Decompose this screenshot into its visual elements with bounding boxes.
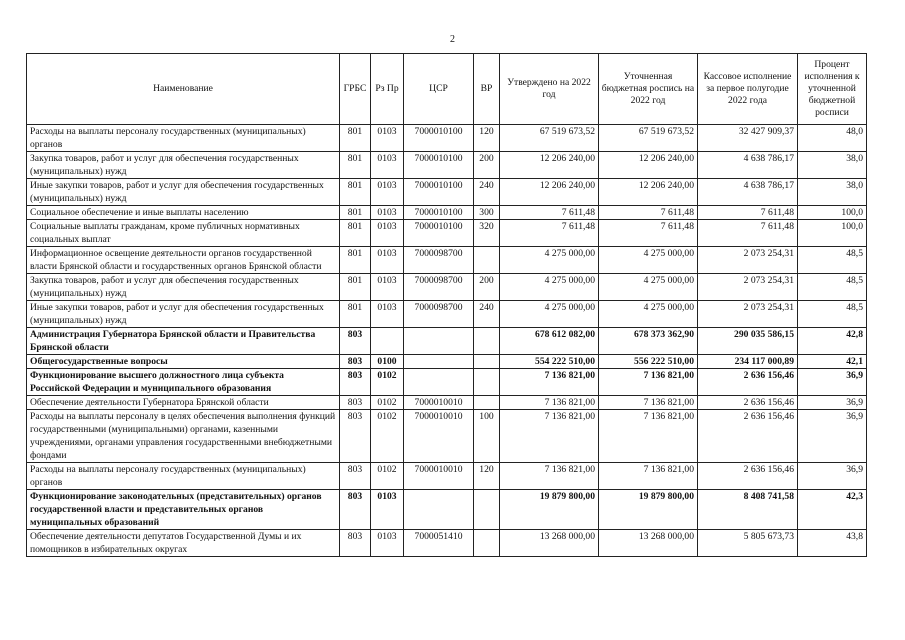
cell-csr bbox=[404, 328, 474, 355]
cell-executed: 5 805 673,73 bbox=[698, 530, 798, 557]
cell-vr bbox=[474, 355, 500, 369]
cell-rzpr: 0103 bbox=[371, 301, 404, 328]
cell-grbs: 801 bbox=[340, 247, 371, 274]
cell-rzpr: 0100 bbox=[371, 355, 404, 369]
cell-updated: 7 136 821,00 bbox=[599, 410, 698, 463]
cell-name: Расходы на выплаты персоналу государственных (муниципальных) органов bbox=[27, 125, 340, 152]
cell-name: Иные закупки товаров, работ и услуг для обеспечения государственных (муниципальных) нужд bbox=[27, 179, 340, 206]
cell-executed: 7 611,48 bbox=[698, 206, 798, 220]
cell-updated: 4 275 000,00 bbox=[599, 274, 698, 301]
table-row bbox=[27, 301, 867, 328]
cell-updated: 556 222 510,00 bbox=[599, 355, 698, 369]
cell-approved: 12 206 240,00 bbox=[500, 152, 599, 179]
cell-grbs: 803 bbox=[340, 490, 371, 530]
cell-percent: 38,0 bbox=[798, 179, 867, 206]
cell-vr: 300 bbox=[474, 206, 500, 220]
cell-csr bbox=[404, 490, 474, 530]
header-csr: ЦСР bbox=[404, 54, 474, 125]
header-grbs: ГРБС bbox=[340, 54, 371, 125]
table-row bbox=[27, 206, 867, 220]
cell-name: Обеспечение деятельности депутатов Государственной Думы и их помощников в избирательных округах bbox=[27, 530, 340, 557]
table-row bbox=[27, 328, 867, 355]
cell-name: Иные закупки товаров, работ и услуг для обеспечения государственных (муниципальных) нужд bbox=[27, 301, 340, 328]
cell-vr: 120 bbox=[474, 463, 500, 490]
cell-percent: 48,5 bbox=[798, 301, 867, 328]
cell-approved: 554 222 510,00 bbox=[500, 355, 599, 369]
cell-vr: 200 bbox=[474, 152, 500, 179]
cell-csr: 7000051410 bbox=[404, 530, 474, 557]
cell-grbs: 801 bbox=[340, 125, 371, 152]
cell-approved: 4 275 000,00 bbox=[500, 301, 599, 328]
cell-updated: 13 268 000,00 bbox=[599, 530, 698, 557]
cell-percent: 43,8 bbox=[798, 530, 867, 557]
cell-rzpr: 0103 bbox=[371, 530, 404, 557]
cell-vr: 100 bbox=[474, 410, 500, 463]
cell-csr bbox=[404, 355, 474, 369]
cell-executed: 4 638 786,17 bbox=[698, 179, 798, 206]
cell-rzpr: 0103 bbox=[371, 206, 404, 220]
cell-percent: 48,5 bbox=[798, 274, 867, 301]
cell-grbs: 801 bbox=[340, 301, 371, 328]
cell-percent: 42,8 bbox=[798, 328, 867, 355]
cell-percent: 48,5 bbox=[798, 247, 867, 274]
cell-csr: 7000010100 bbox=[404, 125, 474, 152]
cell-updated: 7 611,48 bbox=[599, 206, 698, 220]
cell-rzpr: 0103 bbox=[371, 490, 404, 530]
cell-approved: 7 136 821,00 bbox=[500, 369, 599, 396]
cell-updated: 678 373 362,90 bbox=[599, 328, 698, 355]
cell-csr: 7000010010 bbox=[404, 463, 474, 490]
cell-rzpr: 0103 bbox=[371, 220, 404, 247]
cell-name: Закупка товаров, работ и услуг для обеспечения государственных (муниципальных) нужд bbox=[27, 152, 340, 179]
cell-approved: 4 275 000,00 bbox=[500, 247, 599, 274]
table-row bbox=[27, 463, 867, 490]
table-row bbox=[27, 274, 867, 301]
cell-csr: 7000010010 bbox=[404, 410, 474, 463]
table-row bbox=[27, 125, 867, 152]
cell-executed: 2 073 254,31 bbox=[698, 301, 798, 328]
cell-approved: 13 268 000,00 bbox=[500, 530, 599, 557]
cell-executed: 2 636 156,46 bbox=[698, 369, 798, 396]
header-approved: Утверждено на 2022 год bbox=[500, 54, 599, 125]
table-row bbox=[27, 220, 867, 247]
cell-rzpr: 0102 bbox=[371, 463, 404, 490]
cell-name: Общегосударственные вопросы bbox=[27, 355, 340, 369]
cell-percent: 42,3 bbox=[798, 490, 867, 530]
cell-name: Функционирование высшего должностного лица субъекта Российской Федерации и муниципального образования bbox=[27, 369, 340, 396]
cell-grbs: 803 bbox=[340, 369, 371, 396]
cell-updated: 19 879 800,00 bbox=[599, 490, 698, 530]
cell-rzpr: 0102 bbox=[371, 396, 404, 410]
cell-vr bbox=[474, 530, 500, 557]
table-body bbox=[27, 125, 867, 557]
cell-name: Закупка товаров, работ и услуг для обеспечения государственных (муниципальных) нужд bbox=[27, 274, 340, 301]
cell-vr: 240 bbox=[474, 179, 500, 206]
table-row bbox=[27, 152, 867, 179]
cell-percent: 100,0 bbox=[798, 206, 867, 220]
cell-percent: 36,9 bbox=[798, 463, 867, 490]
cell-approved: 7 611,48 bbox=[500, 220, 599, 247]
cell-executed: 32 427 909,37 bbox=[698, 125, 798, 152]
cell-csr: 7000098700 bbox=[404, 301, 474, 328]
cell-grbs: 803 bbox=[340, 328, 371, 355]
cell-name: Администрация Губернатора Брянской области и Правительства Брянской области bbox=[27, 328, 340, 355]
table-header-row bbox=[27, 54, 867, 125]
cell-csr: 7000010100 bbox=[404, 179, 474, 206]
cell-executed: 2 636 156,46 bbox=[698, 396, 798, 410]
cell-csr: 7000010010 bbox=[404, 396, 474, 410]
cell-rzpr: 0103 bbox=[371, 152, 404, 179]
cell-vr bbox=[474, 490, 500, 530]
cell-percent: 100,0 bbox=[798, 220, 867, 247]
cell-name: Расходы на выплаты персоналу государственных (муниципальных) органов bbox=[27, 463, 340, 490]
cell-vr: 320 bbox=[474, 220, 500, 247]
cell-name: Расходы на выплаты персоналу в целях обеспечения выполнения функций государственными (муниципальными) органами, казенными учреждениями, органами управления государственными внебюджетными фондами bbox=[27, 410, 340, 463]
cell-vr bbox=[474, 247, 500, 274]
table-row bbox=[27, 179, 867, 206]
cell-executed: 290 035 586,15 bbox=[698, 328, 798, 355]
cell-percent: 36,9 bbox=[798, 396, 867, 410]
cell-executed: 2 073 254,31 bbox=[698, 247, 798, 274]
cell-executed: 4 638 786,17 bbox=[698, 152, 798, 179]
cell-executed: 8 408 741,58 bbox=[698, 490, 798, 530]
table-row bbox=[27, 410, 867, 463]
cell-grbs: 801 bbox=[340, 152, 371, 179]
cell-name: Социальные выплаты гражданам, кроме публичных нормативных социальных выплат bbox=[27, 220, 340, 247]
cell-csr: 7000098700 bbox=[404, 274, 474, 301]
cell-rzpr bbox=[371, 328, 404, 355]
cell-approved: 7 611,48 bbox=[500, 206, 599, 220]
cell-grbs: 801 bbox=[340, 206, 371, 220]
cell-grbs: 801 bbox=[340, 179, 371, 206]
table-row bbox=[27, 530, 867, 557]
cell-approved: 19 879 800,00 bbox=[500, 490, 599, 530]
cell-updated: 12 206 240,00 bbox=[599, 152, 698, 179]
cell-rzpr: 0103 bbox=[371, 125, 404, 152]
cell-approved: 7 136 821,00 bbox=[500, 410, 599, 463]
cell-rzpr: 0102 bbox=[371, 369, 404, 396]
cell-percent: 36,9 bbox=[798, 410, 867, 463]
header-executed: Кассовое исполнение за первое полугодие 2022 года bbox=[698, 54, 798, 125]
cell-vr: 120 bbox=[474, 125, 500, 152]
cell-grbs: 803 bbox=[340, 530, 371, 557]
header-rzpr: Рз Пр bbox=[371, 54, 404, 125]
table-row bbox=[27, 396, 867, 410]
cell-name: Функционирование законодательных (представительных) органов государственной власти и представительных органов муниципальных образований bbox=[27, 490, 340, 530]
cell-csr: 7000010100 bbox=[404, 206, 474, 220]
cell-updated: 12 206 240,00 bbox=[599, 179, 698, 206]
cell-grbs: 803 bbox=[340, 410, 371, 463]
cell-vr bbox=[474, 369, 500, 396]
cell-rzpr: 0103 bbox=[371, 274, 404, 301]
cell-csr: 7000010100 bbox=[404, 220, 474, 247]
cell-grbs: 803 bbox=[340, 396, 371, 410]
cell-executed: 2 636 156,46 bbox=[698, 410, 798, 463]
header-percent: Процент исполнения к уточненной бюджетной росписи bbox=[798, 54, 867, 125]
cell-rzpr: 0102 bbox=[371, 410, 404, 463]
cell-name: Информационное освещение деятельности органов государственной власти Брянской области и государственных органов Брянской области bbox=[27, 247, 340, 274]
cell-executed: 2 636 156,46 bbox=[698, 463, 798, 490]
cell-vr: 240 bbox=[474, 301, 500, 328]
cell-percent: 38,0 bbox=[798, 152, 867, 179]
cell-updated: 4 275 000,00 bbox=[599, 247, 698, 274]
budget-table bbox=[26, 53, 867, 557]
table-row bbox=[27, 247, 867, 274]
cell-grbs: 803 bbox=[340, 463, 371, 490]
table-row bbox=[27, 369, 867, 396]
cell-approved: 678 612 082,00 bbox=[500, 328, 599, 355]
table-row bbox=[27, 355, 867, 369]
cell-updated: 7 136 821,00 bbox=[599, 463, 698, 490]
cell-name: Социальное обеспечение и иные выплаты населению bbox=[27, 206, 340, 220]
cell-grbs: 803 bbox=[340, 355, 371, 369]
cell-vr bbox=[474, 396, 500, 410]
cell-rzpr: 0103 bbox=[371, 247, 404, 274]
cell-approved: 67 519 673,52 bbox=[500, 125, 599, 152]
cell-executed: 2 073 254,31 bbox=[698, 274, 798, 301]
cell-percent: 36,9 bbox=[798, 369, 867, 396]
header-updated: Уточненная бюджетная роспись на 2022 год bbox=[599, 54, 698, 125]
cell-name: Обеспечение деятельности Губернатора Брянской области bbox=[27, 396, 340, 410]
cell-updated: 7 136 821,00 bbox=[599, 369, 698, 396]
cell-approved: 4 275 000,00 bbox=[500, 274, 599, 301]
cell-updated: 7 611,48 bbox=[599, 220, 698, 247]
page-number: 2 bbox=[450, 34, 455, 45]
cell-approved: 7 136 821,00 bbox=[500, 396, 599, 410]
cell-percent: 48,0 bbox=[798, 125, 867, 152]
header-name: Наименование bbox=[27, 54, 340, 125]
cell-csr: 7000098700 bbox=[404, 247, 474, 274]
cell-updated: 7 136 821,00 bbox=[599, 396, 698, 410]
cell-vr bbox=[474, 328, 500, 355]
cell-rzpr: 0103 bbox=[371, 179, 404, 206]
cell-approved: 12 206 240,00 bbox=[500, 179, 599, 206]
table-row bbox=[27, 490, 867, 530]
header-vr: ВР bbox=[474, 54, 500, 125]
cell-vr: 200 bbox=[474, 274, 500, 301]
cell-csr: 7000010100 bbox=[404, 152, 474, 179]
cell-updated: 4 275 000,00 bbox=[599, 301, 698, 328]
cell-grbs: 801 bbox=[340, 220, 371, 247]
cell-approved: 7 136 821,00 bbox=[500, 463, 599, 490]
cell-executed: 234 117 000,89 bbox=[698, 355, 798, 369]
cell-grbs: 801 bbox=[340, 274, 371, 301]
cell-csr bbox=[404, 369, 474, 396]
cell-executed: 7 611,48 bbox=[698, 220, 798, 247]
cell-updated: 67 519 673,52 bbox=[599, 125, 698, 152]
cell-percent: 42,1 bbox=[798, 355, 867, 369]
